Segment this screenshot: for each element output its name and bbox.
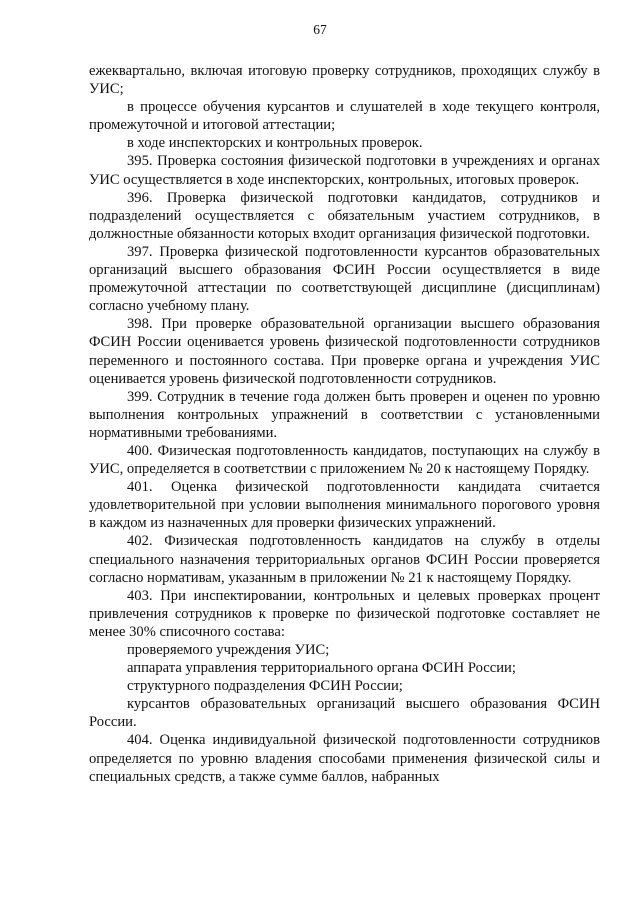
- paragraph-396: 396. Проверка физической подготовки кандидатов, сотрудников и подразделений осуществляется с обязательным участием сотрудников, в должностные обязанности которых входит организация физической подготовки.: [89, 189, 600, 242]
- list-item: аппарата управления территориального органа ФСИН России;: [127, 660, 516, 677]
- document-body: [89, 62, 600, 786]
- page-number: 67: [313, 22, 327, 37]
- paragraph-398: 398. При проверке образовательной организации высшего образования ФСИН России оценивается уровень физической подготовленности сотрудников переменного и постоянного состава. При проверке органа и учреждения УИС оценивается уровень физической подготовленности сотрудников.: [89, 316, 600, 387]
- paragraph-404: 404. Оценка индивидуальной физической подготовленности сотрудников определяется по уровню владения способами применения физической силы и специальных средств, а также сумме баллов, набранных: [89, 732, 600, 785]
- paragraph-397: 397. Проверка физической подготовленности курсантов образовательных организаций высшего образования ФСИН России осуществляется в виде промежуточной аттестации по соответствующей дисциплине (дисциплинам) согласно учебному плану.: [89, 243, 600, 315]
- paragraph-399: 399. Сотрудник в течение года должен быть проверен и оценен по уровню выполнения контрольных упражнений в соответствии с установленными нормативными требованиями.: [89, 388, 600, 441]
- list-item: курсантов образовательных организаций высшего образования ФСИН России.: [89, 696, 600, 731]
- paragraph-402: 402. Физическая подготовленность кандидатов на службу в отделы специального назначения территориальных органов ФСИН России проверяется согласно нормативам, указанным в приложении № 21 к настоящему Порядку.: [89, 533, 600, 586]
- paragraph: в ходе инспекторских и контрольных проверок.: [127, 135, 423, 152]
- paragraph: ежеквартально, включая итоговую проверку сотрудников, проходящих службу в УИС;: [89, 63, 600, 98]
- paragraph-395: 395. Проверка состояния физической подготовки в учреждениях и органах УИС осуществляется в ходе инспекторских, контрольных, итоговых проверок.: [89, 153, 600, 188]
- paragraph-400: 400. Физическая подготовленность кандидатов, поступающих на службу в УИС, определяется в соответствии с приложением № 20 к настоящему Порядку.: [89, 442, 600, 478]
- list-item: структурного подразделения ФСИН России;: [127, 678, 403, 695]
- paragraph-401: 401. Оценка физической подготовленности кандидата считается удовлетворительной при условии выполнения минимального порогового уровня в каждом из назначенных для проверки физических упражнений.: [89, 479, 600, 532]
- paragraph: в процессе обучения курсантов и слушателей в ходе текущего контроля, промежуточной и итоговой аттестации;: [89, 99, 600, 134]
- list-item: проверяемого учреждения УИС;: [127, 642, 330, 658]
- paragraph-403: 403. При инспектировании, контрольных и целевых проверках процент привлечения сотрудников к проверке по физической подготовке составляет не менее 30% списочного состава:: [89, 587, 600, 640]
